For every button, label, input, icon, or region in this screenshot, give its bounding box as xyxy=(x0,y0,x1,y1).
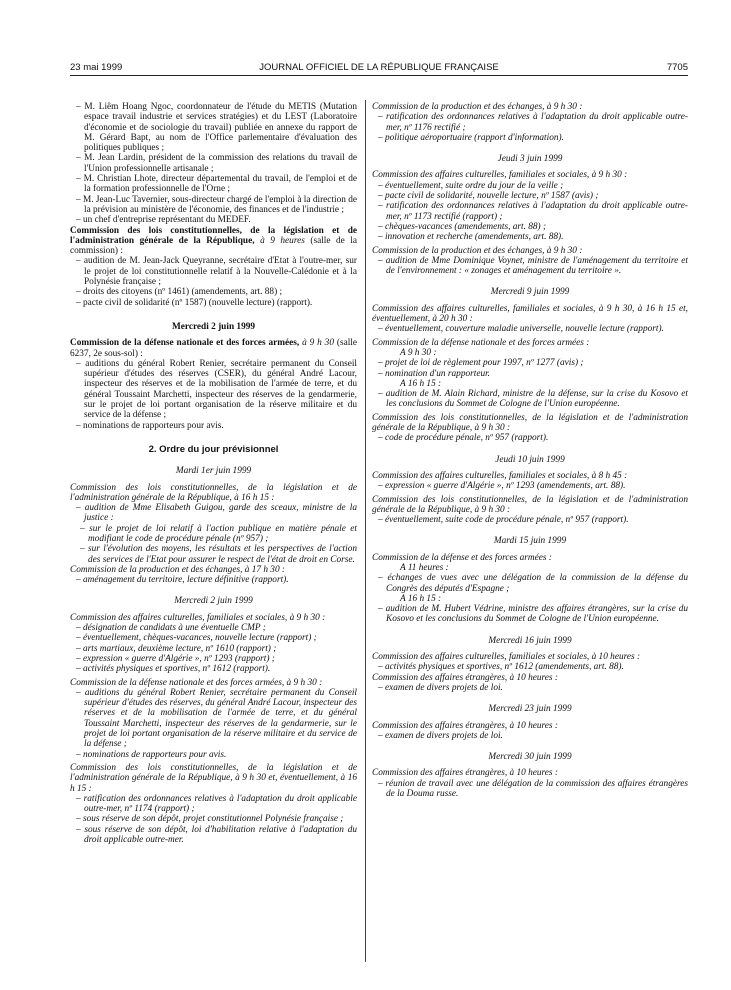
right-column xyxy=(372,102,688,799)
commission-entry: Commission des affaires culturelles, familiales et sociales, à 10 heures : xyxy=(372,652,641,663)
list-item: – échanges de vues avec une délégation de la commission de la défense du Congrès des députés d'Espagne ; xyxy=(378,573,688,594)
header-date: 23 mai 1999 xyxy=(70,62,123,73)
list-item: – ratification des ordonnances relatives à l'adaptation du droit applicable outre-mer, nº 1176 rectifié ; xyxy=(378,112,688,133)
commission-name: Commission de la défense nationale et des forces armées, xyxy=(70,338,300,349)
commission-entry: Commission des affaires étrangères, à 10 heures : xyxy=(372,768,558,779)
list-item: – éventuellement, couverture maladie universelle, nouvelle lecture (rapport). xyxy=(378,324,664,335)
list-item: – arts martiaux, deuxième lecture, nº 1610 (rapport) ; xyxy=(76,643,277,654)
list-item: – audition de Mme Elisabeth Guigou, garde des sceaux, ministre de la justice : xyxy=(76,503,357,524)
list-item: – sous réserve de son dépôt, loi d'habilitation relative à l'adaptation du droit applicable outre-mer. xyxy=(76,824,357,845)
list-item: – innovation et recherche (amendements, art. 88). xyxy=(378,232,564,243)
list-item: – audition de M. Jean-Jack Queyranne, secrétaire d'Etat à l'outre-mer, sur le projet de loi constitutionnelle relatif à la Nouvelle-Calédonie et à la Polynésie française ; xyxy=(76,256,357,288)
date-heading: Mercredi 9 juin 1999 xyxy=(490,287,570,298)
list-item: – M. Liêm Hoang Ngoc, coordonnateur de l'étude du METIS (Mutation espace travail industrie et services stratégies) et du LEST (Laboratoire d'économie et de sociologie du travail) publiée en annexe du rapport de M. Gérard Bapt, au nom de l'Office parlementaire d'évaluation des politiques publiques ; xyxy=(76,102,357,154)
list-item: – expression « guerre d'Algérie », nº 1293 (rapport) ; xyxy=(76,653,275,664)
commission-entry: Commission de la production et des échanges, à 9 h 30 : xyxy=(372,102,583,112)
commission-entry: Commission des affaires culturelles, familiales et sociales, à 9 h 30 : xyxy=(70,612,326,623)
meeting-room: (salle de la commission) : xyxy=(70,235,358,257)
date-heading: Mercredi 23 juin 1999 xyxy=(488,704,572,715)
list-item: – aménagement du territoire, lecture définitive (rapport). xyxy=(76,575,289,586)
list-item: – audition de Mme Dominique Voynet, ministre de l'aménagement du territoire et de l'environnement : « zonages et aménagement du territoire ». xyxy=(378,255,688,277)
header-title: JOURNAL OFFICIEL DE LA RÉPUBLIQUE FRANÇAISE xyxy=(259,62,499,73)
commission-entry xyxy=(70,226,357,257)
list-item: – politique aéroportuaire (rapport d'information). xyxy=(378,132,564,143)
list-item: – examen de divers projets de loi. xyxy=(378,730,503,741)
date-heading: Mardi 1er juin 1999 xyxy=(175,466,252,477)
list-item: – audition de M. Hubert Védrine, ministre des affaires étrangères, sur la crise du Kosovo et les conclusions du Sommet de Cologne de l'Union européenne. xyxy=(378,604,688,625)
commission-entry: Commission des lois constitutionnelles, de la législation et de l'administration générale de la République, à 16 h 15 : xyxy=(70,482,357,503)
session-time: A 9 h 30 : xyxy=(400,347,437,358)
list-item: – audition de M. Alain Richard, ministre de la défense, sur la crise du Kosovo et les conclusions du Sommet de Cologne de l'Union européenne. xyxy=(378,389,688,410)
commission-entry: Commission des affaires culturelles, familiales et sociales, à 8 h 45 : xyxy=(372,470,628,481)
list-item: – ratification des ordonnances relatives à l'adaptation du droit applicable outre-mer, nº 1174 (rapport) ; xyxy=(76,793,357,815)
commission-entry: Commission de la défense nationale et des forces armées : xyxy=(372,337,590,348)
list-item: – M. Jean-Luc Tavernier, sous-directeur chargé de l'emploi à la direction de la prévision au ministère de l'économie, des finances et de l'industrie ; xyxy=(76,194,357,215)
date-heading: Mercredi 2 juin 1999 xyxy=(171,321,256,332)
commission-name: Commission des lois constitutionnelles, de la législation et de l'administration générale de la République, xyxy=(70,225,357,246)
list-item: – code de procédure pénale, nº 957 (rapport). xyxy=(378,433,549,444)
list-item: – désignation de candidats à une éventuelle CMP ; xyxy=(76,623,266,634)
session-time: A 16 h 15 : xyxy=(400,593,442,604)
list-item: – projet de loi de règlement pour 1997, nº 1277 (avis) ; xyxy=(378,358,584,369)
list-subitem: – sur l'évolution des moyens, les résultats et les perspectives de l'action des services de l'Etat pour assurer le respect de l'état de droit en Corse. xyxy=(80,544,357,565)
list-item: – éventuellement, suite ordre du jour de la veille ; xyxy=(378,180,564,191)
list-item: – expression « guerre d'Algérie », nº 1293 (amendements, art. 88). xyxy=(378,481,626,492)
meeting-time: à 9 heures xyxy=(260,235,305,246)
list-item: – nomination d'un rapporteur. xyxy=(378,368,491,379)
header-page-number: 7705 xyxy=(666,62,688,73)
list-item: – ratification des ordonnances relatives à l'adaptation du droit applicable outre-mer, nº 1173 rectifié (rapport) ; xyxy=(378,201,688,222)
list-item: – activités physiques et sportives, nº 1612 (rapport). xyxy=(76,664,271,675)
list-item: – réunion de travail avec une délégation de la commission des affaires étrangères de la Douma russe. xyxy=(378,778,688,800)
date-heading: Mardi 15 juin 1999 xyxy=(493,536,567,547)
date-heading: Mercredi 2 juin 1999 xyxy=(174,596,253,607)
list-item: – chèques-vacances (amendements, art. 88) ; xyxy=(378,221,547,232)
list-item: – éventuellement, chèques-vacances, nouvelle lecture (rapport) ; xyxy=(76,633,317,644)
list-item: – pacte civil de solidarité, nouvelle lecture, nº 1587 (avis) ; xyxy=(378,191,599,202)
date-heading: Mercredi 16 juin 1999 xyxy=(488,635,572,646)
commission-entry xyxy=(70,338,357,359)
commission-entry: Commission de la défense nationale et des forces armées, à 9 h 30 : xyxy=(70,677,323,688)
commission-entry: Commission de la défense et des forces armées : xyxy=(372,552,552,563)
commission-entry: Commission des lois constitutionnelles, de la législation et de l'administration générale de la République, à 9 h 30 : xyxy=(372,494,688,515)
page-header xyxy=(70,62,688,74)
commission-entry: Commission des affaires étrangères, à 10 heures : xyxy=(372,672,558,683)
date-heading: Jeudi 3 juin 1999 xyxy=(497,154,563,165)
date-heading: Jeudi 10 juin 1999 xyxy=(495,454,565,465)
meeting-time: à 9 h 30 xyxy=(302,338,334,349)
commission-entry: Commission des affaires étrangères, à 10 heures : xyxy=(372,720,558,731)
list-item: – activités physiques et sportives, nº 1612 (amendements, art. 88). xyxy=(378,662,624,673)
section-heading: 2. Ordre du jour prévisionnel xyxy=(148,443,279,455)
list-item: – un chef d'entreprise représentant du MEDEF. xyxy=(76,215,251,226)
list-item: – M. Jean Lardin, président de la commission des relations du travail de l'Union professionnelle artisanale ; xyxy=(76,153,357,174)
list-item: – examen de divers projets de loi. xyxy=(378,682,503,693)
list-item: – droits des citoyens (nº 1461) (amendements, art. 88) ; xyxy=(76,287,283,298)
list-item: – auditions du général Robert Renier, secrétaire permanent du Conseil supérieur d'études des réserves, du général André Lacour, inspecteur des réserves et de la mobilisation de l'armée de terre, et du général Toussaint Marchetti, inspecteur des réserves de la gendarmerie, sur le projet de loi portant organisation de la réserve militaire et du service de la défense ; xyxy=(76,687,357,750)
commission-entry: Commission des affaires culturelles, familiales et sociales, à 9 h 30, à 16 h 15 et, éventuellement, à 20 h 30 : xyxy=(372,303,688,325)
commission-entry: Commission des lois constitutionnelles, de la législation et de l'administration générale de la République, à 9 h 30 : xyxy=(372,412,688,434)
list-item: – nominations de rapporteurs pour avis. xyxy=(76,749,227,760)
list-item: – nominations de rapporteurs pour avis. xyxy=(76,420,224,431)
commission-entry: Commission de la production et des échanges, à 9 h 30 : xyxy=(372,245,583,256)
commission-entry: Commission des affaires culturelles, familiales et sociales, à 9 h 30 : xyxy=(372,170,628,181)
left-column xyxy=(70,102,357,845)
meeting-room: (salle 6237, 2e sous-sol) : xyxy=(70,338,358,359)
session-time: A 16 h 15 : xyxy=(400,378,442,389)
list-item: – M. Christian Lhote, directeur départemental du travail, de l'emploi et de la formation professionnelle de l'Orne ; xyxy=(76,174,357,195)
list-item: – sous réserve de son dépôt, projet constitutionnel Polynésie française ; xyxy=(76,814,344,825)
list-item: – pacte civil de solidarité (nº 1587) (nouvelle lecture) (rapport). xyxy=(76,297,313,308)
date-heading: Mercredi 30 juin 1999 xyxy=(488,752,572,763)
commission-entry: Commission des lois constitutionnelles, de la législation et de l'administration générale de la République, à 9 h 30 et, éventuellement, à 16 h 15 : xyxy=(70,762,357,794)
header-rule xyxy=(70,75,688,76)
session-time: A 11 heures : xyxy=(400,562,449,573)
list-item: – auditions du général Robert Renier, secrétaire permanent du Conseil supérieur d'études des réserves (CSER), du général André Lacour, inspecteur des réserves et de la mobilisation de l'armée de terre, et du général Toussaint Marchetti, inspecteur des réserves de la gendarmerie, sur le projet de loi portant organisation de la réserve militaire et du service de la défense ; xyxy=(76,358,357,421)
list-item: – éventuellement, suite code de procédure pénale, nº 957 (rapport). xyxy=(378,515,629,526)
list-subitem: – sur le projet de loi relatif à l'action publique en matière pénale et modifiant le code de procédure pénale (nº 957) ; xyxy=(80,523,357,544)
commission-entry: Commission de la production et des échanges, à 17 h 30 : xyxy=(70,564,286,575)
column-divider xyxy=(365,100,366,962)
